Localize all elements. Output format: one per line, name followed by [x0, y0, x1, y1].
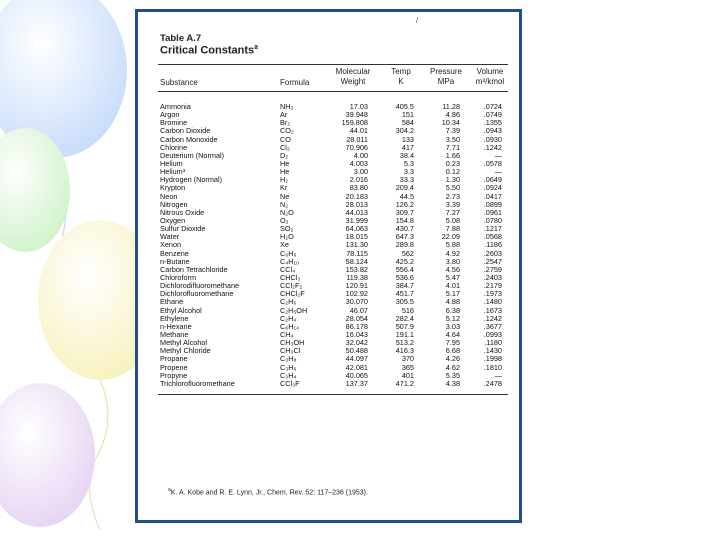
table-row [138, 233, 522, 241]
formula-cell: N₂O [280, 207, 294, 217]
formula-cell: Ne [280, 191, 290, 201]
volume-cell: .1355 [483, 118, 502, 128]
molecular-weight-cell: 78.115 [346, 248, 368, 258]
formula-cell: CO [280, 134, 291, 144]
temperature-cell: 556.4 [395, 264, 414, 274]
substance-cell: Benzene [160, 249, 189, 258]
temperature-cell: 133 [401, 134, 414, 144]
table-title: Critical Constants$^a$ [160, 44, 259, 57]
document-image [135, 9, 522, 523]
column-header-formula: Formula [280, 78, 310, 87]
molecular-weight-cell: 50.488 [345, 346, 368, 356]
formula-cell: C₂H₆ [280, 297, 297, 307]
pressure-cell: 6.38 [445, 305, 460, 315]
balloon-purple [0, 383, 95, 527]
molecular-weight-cell: 28.013 [345, 199, 368, 209]
formula-cell: Ar [280, 110, 288, 120]
pressure-cell: 4.86 [445, 110, 460, 120]
molecular-weight-cell: 17.03 [349, 102, 368, 111]
volume-cell: .1242 [483, 313, 502, 323]
substance-cell: Carbon Dioxide [160, 127, 211, 136]
footnote: $^a$K. A. Kobe and R. E. Lynn, Jr., Chem. Rev. 52: 117–236 (1953). [168, 487, 368, 497]
table-row [138, 266, 522, 274]
pressure-cell: 3.39 [445, 199, 460, 209]
molecular-weight-cell: 131.30 [345, 240, 368, 250]
molecular-weight-cell: 4.00 [353, 150, 368, 160]
substance-cell: Nitrogen [160, 200, 188, 209]
pressure-cell: 7.95 [445, 338, 460, 348]
volume-cell: .1242 [483, 142, 502, 152]
volume-cell: .0993 [483, 329, 502, 339]
molecular-weight-cell: 18.015 [345, 232, 368, 242]
formula-cell: CCl₃F [280, 378, 300, 388]
substance-cell: Propyne [160, 371, 188, 380]
volume-cell: .1480 [483, 297, 502, 307]
volume-cell: — [494, 370, 502, 380]
molecular-weight-cell: 28.011 [346, 134, 368, 144]
molecular-weight-cell: 153.82 [345, 264, 368, 274]
substance-cell: Water [160, 233, 180, 242]
substance-cell: Helium [160, 159, 183, 168]
volume-cell: .0724 [483, 102, 502, 111]
volume-cell: .0578 [483, 158, 502, 168]
table-row [138, 217, 522, 225]
pressure-cell: 6.68 [445, 346, 460, 356]
formula-cell: O₂ [280, 215, 289, 225]
volume-cell: .1180 [484, 338, 502, 348]
title-footnote-mark: a [254, 44, 259, 51]
table-row [138, 315, 522, 323]
pressure-cell: 4.88 [445, 297, 460, 307]
temperature-cell: 405.5 [395, 102, 414, 111]
volume-cell: .1217 [483, 224, 502, 234]
temperature-cell: 33.3 [399, 175, 414, 185]
temperature-cell: 451.7 [395, 289, 414, 299]
table-row [138, 209, 522, 217]
pressure-cell: 0.23 [445, 158, 460, 168]
temperature-cell: 5.3 [403, 158, 414, 168]
temperature-cell: 151 [401, 110, 414, 120]
table-row [138, 274, 522, 282]
molecular-weight-cell: 28.054 [345, 313, 368, 323]
formula-cell: Xe [280, 240, 289, 250]
substance-cell: Helium³ [160, 168, 186, 177]
temperature-cell: 289.8 [395, 240, 414, 250]
volume-cell: .2603 [483, 248, 502, 258]
pressure-cell: 1.66 [445, 150, 460, 160]
volume-cell: .1186 [484, 240, 502, 250]
pressure-cell: 2.73 [445, 191, 460, 201]
substance-cell: Argon [160, 111, 180, 120]
pressure-cell: 4.38 [445, 378, 460, 388]
volume-cell: .2403 [483, 272, 502, 282]
pressure-cell: 5.47 [445, 272, 460, 282]
substance-cell: Methyl Chloride [160, 347, 211, 356]
formula-cell: CO₂ [280, 126, 294, 136]
molecular-weight-cell: 120.91 [345, 281, 368, 291]
pressure-cell: 5.50 [445, 183, 460, 193]
table-body [138, 103, 522, 388]
formula-cell: SO₂ [280, 224, 294, 234]
corner-mark: / [416, 16, 419, 25]
molecular-weight-cell: 44.097 [345, 354, 368, 364]
formula-cell: D₂ [280, 150, 289, 160]
table-row [138, 144, 522, 152]
table-row [138, 119, 522, 127]
volume-cell: .3677 [483, 321, 502, 331]
table-row [138, 136, 522, 144]
pressure-cell: 5.35 [445, 370, 460, 380]
temperature-cell: 3.3 [403, 167, 414, 177]
molecular-weight-cell: 83.80 [349, 183, 368, 193]
volume-cell: .0961 [483, 207, 502, 217]
table-row [138, 298, 522, 306]
column-header-pressure: Pressure MPa [429, 67, 462, 86]
formula-cell: C₆H₁₄ [280, 321, 299, 331]
temperature-cell: 425.2 [395, 256, 414, 266]
formula-cell: He [280, 158, 290, 168]
formula-cell: CHCl₂F [280, 289, 305, 299]
temperature-cell: 401 [401, 370, 414, 380]
molecular-weight-cell: 42.081 [345, 362, 368, 372]
column-header-volume: Volume m³/kmol [475, 67, 505, 86]
header-bottom-rule [158, 91, 508, 92]
pressure-cell: 5.88 [445, 240, 460, 250]
molecular-weight-cell: 46.07 [349, 305, 368, 315]
molecular-weight-cell: 70.906 [345, 142, 368, 152]
table-row [138, 111, 522, 119]
temperature-cell: 584 [401, 118, 414, 128]
formula-cell: C₃H₄ [280, 370, 297, 380]
volume-cell: .2478 [483, 378, 502, 388]
formula-cell: CCl₄ [280, 264, 296, 274]
substance-cell: Chlorine [160, 143, 188, 152]
temperature-cell: 471.2 [395, 378, 414, 388]
molecular-weight-cell: 64.063 [345, 224, 368, 234]
substance-cell: Ethane [160, 298, 184, 307]
table-row [138, 201, 522, 209]
formula-cell: H₂O [280, 232, 294, 242]
column-header-molecular-weight: Molecular Weight [335, 67, 371, 86]
table-row [138, 331, 522, 339]
substance-cell: Dichlorodifluoromethane [160, 282, 240, 291]
temperature-cell: 417 [401, 142, 414, 152]
temperature-cell: 507.9 [395, 321, 414, 331]
volume-cell: .2759 [483, 264, 502, 274]
table-row [138, 168, 522, 176]
substance-cell: Ethyl Alcohol [160, 306, 202, 315]
pressure-cell: 3.80 [445, 256, 460, 266]
temperature-cell: 384.7 [395, 281, 414, 291]
table-row [138, 127, 522, 135]
pressure-cell: 4.92 [445, 248, 460, 258]
formula-cell: NH₃ [280, 102, 294, 111]
pressure-cell: 4.56 [445, 264, 460, 274]
substance-cell: Carbon Tetrachloride [160, 265, 228, 274]
temperature-cell: 154.8 [395, 215, 414, 225]
volume-cell: .0924 [483, 183, 502, 193]
volume-cell: .0417 [483, 191, 502, 201]
volume-cell: .0749 [483, 110, 502, 120]
volume-cell: .1998 [483, 354, 502, 364]
formula-cell: C₃H₆ [280, 362, 297, 372]
substance-cell: n-Butane [160, 257, 190, 266]
table-row [138, 193, 522, 201]
volume-cell: .0780 [483, 215, 502, 225]
temperature-cell: 513.2 [395, 338, 414, 348]
temperature-cell: 430.7 [395, 224, 414, 234]
table-row [138, 339, 522, 347]
substance-cell: Krypton [160, 184, 186, 193]
footnote-mark: a [168, 487, 171, 493]
substance-cell: Nitrous Oxide [160, 208, 205, 217]
pressure-cell: 7.27 [445, 207, 460, 217]
pressure-cell: 4.64 [445, 329, 460, 339]
formula-cell: CH₃Cl [280, 346, 301, 356]
table-row [138, 347, 522, 355]
table-row [138, 103, 522, 111]
molecular-weight-cell: 44.01 [349, 126, 368, 136]
pressure-cell: 22.09 [441, 232, 460, 242]
formula-cell: H₂ [280, 175, 289, 185]
formula-cell: Cl₂ [280, 142, 290, 152]
formula-cell: C₆H₆ [280, 248, 297, 258]
formula-cell: CHCl₃ [280, 272, 301, 282]
volume-cell: .2179 [483, 281, 502, 291]
table-row [138, 176, 522, 184]
substance-cell: Methane [160, 330, 189, 339]
substance-cell: Xenon [160, 241, 182, 250]
molecular-weight-cell: 30.070 [345, 297, 368, 307]
pressure-cell: 7.39 [445, 126, 460, 136]
molecular-weight-cell: 20.183 [345, 191, 368, 201]
formula-cell: CCl₂F₂ [280, 281, 303, 291]
volume-cell: .0930 [483, 134, 502, 144]
formula-cell: C₃H₈ [280, 354, 297, 364]
substance-cell: Bromine [160, 119, 188, 128]
table-row [138, 307, 522, 315]
pressure-cell: 4.26 [445, 354, 460, 364]
volume-cell: .0649 [483, 175, 502, 185]
molecular-weight-cell: 119.38 [346, 272, 368, 282]
volume-cell: .1973 [483, 289, 502, 299]
table-row [138, 355, 522, 363]
substance-cell: Carbon Monoxide [160, 135, 218, 144]
substance-cell: Trichlorofluoromethane [160, 379, 235, 388]
molecular-weight-cell: 58.124 [345, 256, 368, 266]
molecular-weight-cell: 16.043 [345, 329, 368, 339]
volume-cell: — [494, 167, 502, 177]
formula-cell: He [280, 167, 290, 177]
molecular-weight-cell: 44.013 [345, 207, 368, 217]
formula-cell: C₄H₁₀ [280, 256, 300, 266]
temperature-cell: 282.4 [395, 313, 414, 323]
temperature-cell: 370 [401, 354, 414, 364]
pressure-cell: 5.08 [445, 215, 460, 225]
substance-cell: Oxygen [160, 216, 186, 225]
formula-cell: CH₃OH [280, 338, 305, 348]
table-row [138, 152, 522, 160]
substance-cell: Methyl Alcohol [160, 339, 208, 348]
temperature-cell: 309.7 [395, 207, 414, 217]
molecular-weight-cell: 32.042 [345, 338, 368, 348]
volume-cell: .1673 [483, 305, 502, 315]
volume-cell: .0943 [483, 126, 502, 136]
table-row [138, 250, 522, 258]
table-bottom-rule [158, 394, 508, 395]
table-row [138, 290, 522, 298]
table-row [138, 160, 522, 168]
volume-cell: .1810 [483, 362, 502, 372]
table-label: Table A.7 [160, 33, 202, 44]
temperature-cell: 126.2 [395, 199, 414, 209]
table-row [138, 323, 522, 331]
pressure-cell: 4.01 [445, 281, 460, 291]
temperature-cell: 562 [401, 248, 414, 258]
formula-cell: CH₄ [280, 329, 294, 339]
formula-cell: C₂H₄ [280, 313, 297, 323]
column-header-temp: Temp K [391, 67, 411, 86]
column-header-substance: Substance [160, 78, 198, 87]
pressure-cell: 0.12 [445, 167, 460, 177]
pressure-cell: 7.71 [445, 142, 460, 152]
temperature-cell: 191.1 [395, 329, 414, 339]
header-top-rule [158, 64, 508, 65]
formula-cell: N₂ [280, 199, 289, 209]
substance-cell: Deuterium (Normal) [160, 151, 225, 160]
table-row [138, 225, 522, 233]
temperature-cell: 416.3 [395, 346, 414, 356]
table-row [138, 258, 522, 266]
pressure-cell: 5.12 [445, 313, 460, 323]
temperature-cell: 209.4 [395, 183, 414, 193]
formula-cell: Br₂ [280, 118, 291, 128]
volume-cell: — [494, 150, 502, 160]
volume-cell: .2547 [483, 256, 502, 266]
volume-cell: .1430 [483, 346, 502, 356]
molecular-weight-cell: 102.92 [345, 289, 368, 299]
volume-cell: .0899 [483, 199, 502, 209]
substance-cell: Hydrogen (Normal) [160, 176, 223, 185]
temperature-cell: 516 [401, 305, 414, 315]
substance-cell: Neon [160, 192, 178, 201]
molecular-weight-cell: 4.003 [349, 158, 368, 168]
molecular-weight-cell: 39.948 [345, 110, 368, 120]
substance-cell: Chloroform [160, 273, 197, 282]
temperature-cell: 647.3 [395, 232, 414, 242]
table-row [138, 364, 522, 372]
substance-cell: Dichlorofluoromethane [160, 290, 234, 299]
molecular-weight-cell: 40.065 [345, 370, 368, 380]
formula-cell: Kr [280, 183, 288, 193]
molecular-weight-cell: 137.37 [345, 378, 368, 388]
substance-cell: Ammonia [160, 103, 191, 111]
temperature-cell: 305.5 [395, 297, 414, 307]
temperature-cell: 365 [401, 362, 414, 372]
pressure-cell: 10.34 [441, 118, 460, 128]
table-row [138, 184, 522, 192]
temperature-cell: 44.5 [399, 191, 414, 201]
pressure-cell: 11.28 [442, 102, 460, 111]
table-row [138, 380, 522, 388]
substance-cell: Ethylene [160, 314, 189, 323]
temperature-cell: 536.6 [395, 272, 414, 282]
pressure-cell: 4.62 [445, 362, 460, 372]
volume-cell: .0568 [483, 232, 502, 242]
substance-cell: Propene [160, 363, 188, 372]
table-row [138, 282, 522, 290]
molecular-weight-cell: 2.016 [349, 175, 368, 185]
substance-cell: Sulfur Dioxide [160, 225, 206, 234]
molecular-weight-cell: 86.178 [345, 321, 368, 331]
table-row [138, 241, 522, 249]
molecular-weight-cell: 3.00 [353, 167, 368, 177]
molecular-weight-cell: 159.808 [341, 118, 368, 128]
pressure-cell: 3.03 [445, 321, 460, 331]
pressure-cell: 5.17 [445, 289, 460, 299]
pressure-cell: 3.50 [445, 134, 460, 144]
molecular-weight-cell: 31.999 [345, 215, 368, 225]
substance-cell: n-Hexane [160, 322, 192, 331]
pressure-cell: 1.30 [445, 175, 460, 185]
table-row [138, 372, 522, 380]
formula-cell: C₂H₅OH [280, 305, 308, 315]
temperature-cell: 38.4 [399, 150, 414, 160]
pressure-cell: 7.88 [445, 224, 460, 234]
temperature-cell: 304.2 [395, 126, 414, 136]
substance-cell: Propane [160, 355, 188, 364]
